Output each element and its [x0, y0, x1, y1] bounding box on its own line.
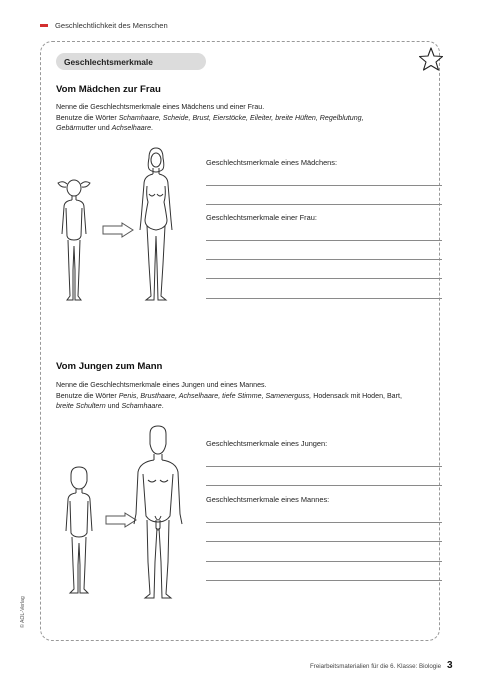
words-end: .: [151, 124, 154, 132]
writing-line[interactable]: [206, 204, 442, 205]
word-list: Penis, Brusthaare, Achselhaare, tiefe Stimme, Samenerguss,: [118, 391, 312, 400]
instruction-line: Nenne die Geschlechtsmerkmale eines Mädchens und einer Frau.: [56, 103, 265, 111]
prompt-man: Geschlechtsmerkmale eines Mannes:: [206, 495, 330, 504]
page-number: 3: [447, 660, 453, 671]
writing-line[interactable]: [206, 466, 442, 467]
instruction-line: Nenne die Geschlechtsmerkmale eines Jungen und eines Mannes.: [56, 381, 267, 389]
arrow-right-icon: [102, 222, 134, 238]
man-figure: [128, 424, 188, 602]
instruction-line: [56, 123, 436, 134]
words-end: .: [161, 402, 164, 410]
writing-line[interactable]: [206, 561, 442, 562]
word-list-bold: Hodensack mit Hoden, Bart,: [311, 391, 402, 400]
writing-line[interactable]: [206, 541, 442, 542]
woman-figure: [132, 146, 180, 304]
prompt-boy: Geschlechtsmerkmale eines Jungen:: [206, 439, 328, 448]
words-connector: und: [105, 402, 122, 410]
writing-line[interactable]: [206, 185, 442, 186]
section-heading-girl: Vom Mädchen zur Frau: [56, 84, 161, 95]
running-header: [40, 18, 168, 32]
instructions-girl: [56, 102, 436, 134]
writing-line[interactable]: [206, 278, 442, 279]
copyright-note: © AOL-Verlag: [20, 596, 26, 628]
word-list: Achselhaare: [111, 124, 152, 132]
instruction-line: [56, 113, 436, 124]
worksheet-title: Geschlechtsmerkmale: [56, 53, 206, 70]
instruction-line: [56, 391, 436, 402]
girl-figure: [52, 176, 96, 302]
star-outline-icon: [418, 46, 444, 72]
instructions-boy: [56, 380, 436, 412]
word-list: Schamhaare: [121, 402, 162, 410]
words-prefix: Benutze die Wörter: [56, 113, 119, 122]
series-footer: Freiarbeitsmaterialien für die 6. Klasse: Biologie: [310, 663, 442, 670]
instruction-line: [56, 401, 436, 412]
prompt-girl: Geschlechtsmerkmale eines Mädchens:: [206, 158, 338, 167]
writing-line[interactable]: [206, 298, 442, 299]
writing-line[interactable]: [206, 522, 442, 523]
writing-line[interactable]: [206, 240, 442, 241]
header-accent-mark: [40, 24, 48, 27]
writing-line[interactable]: [206, 580, 442, 581]
section-heading-boy: Vom Jungen zum Mann: [56, 361, 163, 372]
prompt-woman: Geschlechtsmerkmale einer Frau:: [206, 213, 317, 222]
boy-figure: [58, 465, 100, 595]
word-list: breite Schultern: [56, 402, 106, 410]
word-list: Gebärmutter: [56, 124, 96, 132]
breadcrumb: Geschlechtlichkeit des Menschen: [55, 20, 168, 30]
words-connector: und: [95, 124, 112, 132]
word-list: Schamhaare, Scheide, Brust, Eierstöcke, Eileiter, breite Hüften, Regelblutung,: [118, 113, 364, 122]
words-prefix: Benutze die Wörter: [56, 391, 119, 400]
writing-line[interactable]: [206, 485, 442, 486]
writing-line[interactable]: [206, 259, 442, 260]
